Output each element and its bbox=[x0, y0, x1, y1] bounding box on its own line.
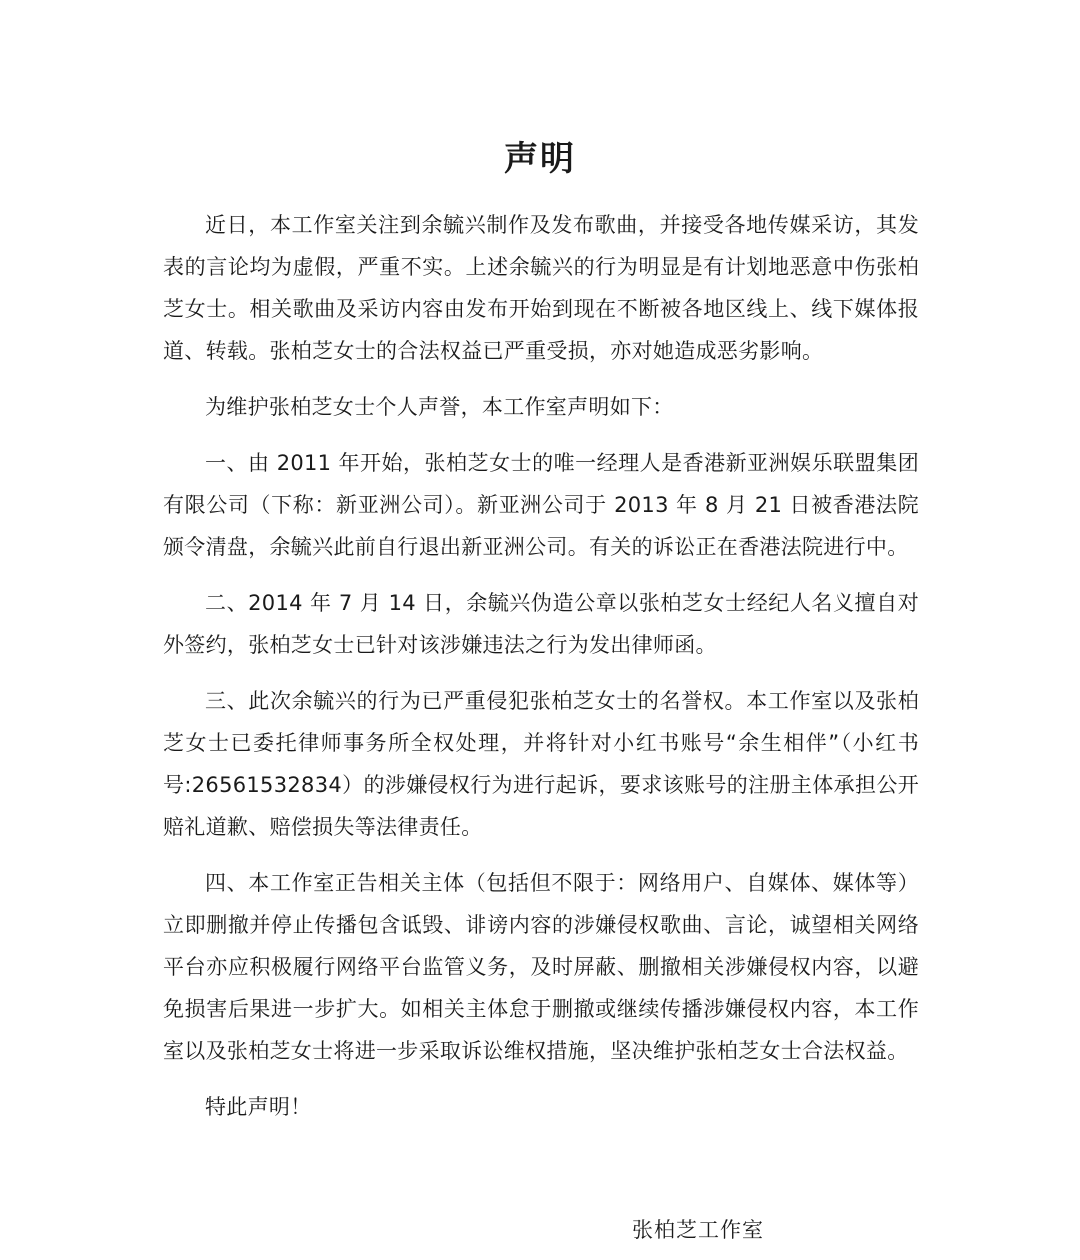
paragraph-point-3: 三、此次余毓兴的行为已严重侵犯张柏芝女士的名誉权。本工作室以及张柏芝女士已委托律师事务所全权处理，并将针对小红书账号“余生相伴”（小红书号:26561532834）的涉嫌侵权行为进行起诉，要求该账号的注册主体承担公开赔礼道歉、赔偿损失等法律责任。 bbox=[163, 689, 919, 839]
paragraph-point-2: 二、2014 年 7 月 14 日，余毓兴伪造公章以张柏芝女士经纪人名义擅自对外签约，张柏芝女士已针对该涉嫌违法之行为发出律师函。 bbox=[163, 591, 919, 657]
paragraph-closing: 特此声明！ bbox=[205, 1095, 312, 1119]
document-body bbox=[163, 204, 919, 1128]
signature: 张柏芝工作室 bbox=[632, 1218, 764, 1242]
paragraph-intro: 近日，本工作室关注到余毓兴制作及发布歌曲，并接受各地传媒采访，其发表的言论均为虚假，严重不实。上述余毓兴的行为明显是有计划地恶意中伤张柏芝女士。相关歌曲及采访内容由发布开始到现在不断被各地区线上、线下媒体报道、转载。张柏芝女士的合法权益已严重受损，亦对她造成恶劣影响。 bbox=[163, 213, 919, 363]
document-title: 声明 bbox=[504, 139, 576, 179]
paragraph-point-4: 四、本工作室正告相关主体（包括但不限于：网络用户、自媒体、媒体等）立即删撤并停止传播包含诋毁、诽谤内容的涉嫌侵权歌曲、言论，诚望相关网络平台亦应积极履行网络平台监管义务，及时屏蔽、删撤相关涉嫌侵权内容，以避免损害后果进一步扩大。如相关主体怠于删撤或继续传播涉嫌侵权内容，本工作室以及张柏芝女士将进一步采取诉讼维权措施，坚决维护张柏芝女士合法权益。 bbox=[163, 871, 919, 1063]
paragraph-preface: 为维护张柏芝女士个人声誉，本工作室声明如下： bbox=[205, 395, 674, 419]
paragraph-point-1: 一、由 2011 年开始，张柏芝女士的唯一经理人是香港新亚洲娱乐联盟集团有限公司（下称：新亚洲公司）。新亚洲公司于 2013 年 8 月 21 日被香港法院颁令清盘，余毓兴此前自行退出新亚洲公司。有关的诉讼正在香港法院进行中。 bbox=[163, 451, 919, 559]
